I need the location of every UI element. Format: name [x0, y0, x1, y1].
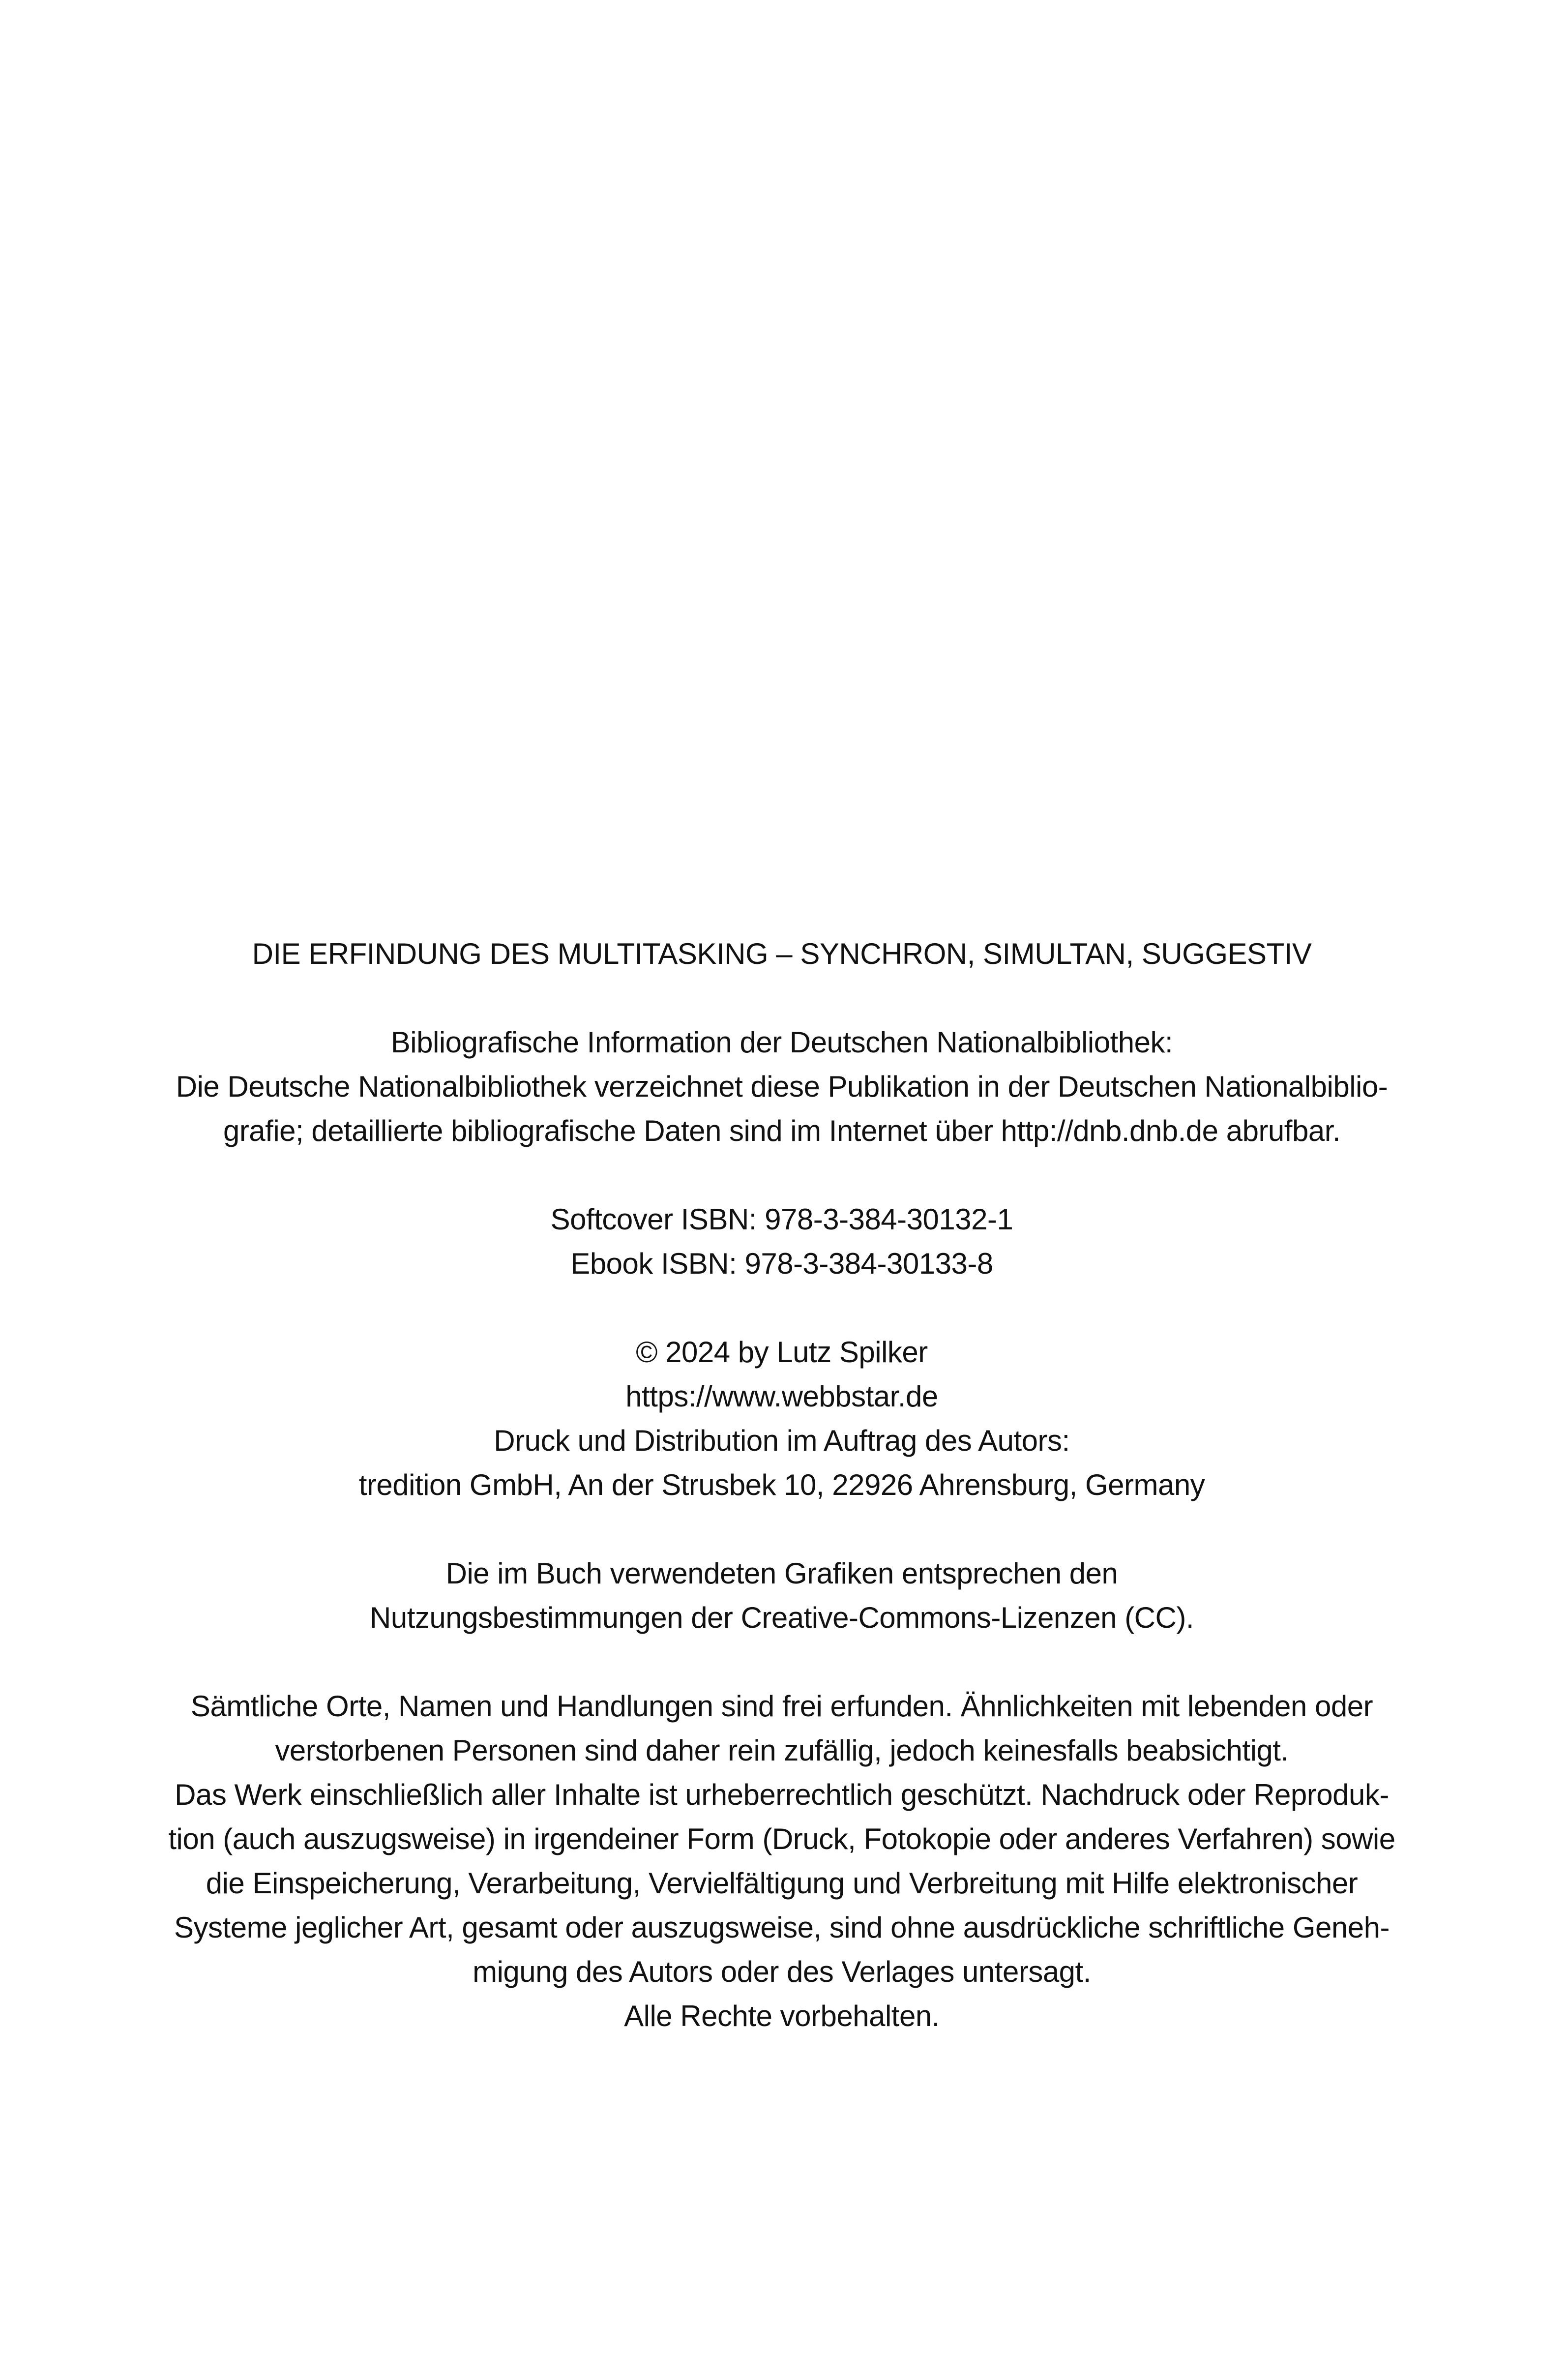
imprint-text-block — [138, 932, 1426, 2038]
isbn-block — [138, 1197, 1426, 1286]
bibliographic-heading: Bibliografische Information der Deutschen Nationalbibliothek: — [390, 1026, 1173, 1059]
legal-line: die Einspeicherung, Verarbeitung, Vervielfältigung und Verbreitung mit Hilfe elektronischer — [206, 1867, 1358, 1900]
author-website: https://www.webbstar.de — [625, 1380, 938, 1413]
publisher-address: tredition GmbH, An der Strusbek 10, 22926 Ahrensburg, Germany — [358, 1468, 1205, 1501]
legal-line: verstorbenen Personen sind daher rein zufällig, jedoch keinesfalls beabsichtigt. — [275, 1734, 1289, 1767]
bibliographic-line: Die Deutsche Nationalbibliothek verzeichnet diese Publikation in der Deutschen Nationalbiblio- — [176, 1070, 1388, 1103]
copyright-block — [138, 1330, 1426, 1507]
softcover-isbn: Softcover ISBN: 978-3-384-30132-1 — [550, 1203, 1013, 1236]
distribution-notice: Druck und Distribution im Auftrag des Autors: — [494, 1424, 1070, 1457]
bibliographic-line: grafie; detaillierte bibliografische Daten sind im Internet über http://dnb.dnb.de abrufbar. — [223, 1114, 1341, 1147]
graphics-notice — [138, 1552, 1426, 1640]
legal-line: Systeme jeglicher Art, gesamt oder auszugsweise, sind ohne ausdrückliche schriftliche Geneh- — [174, 1911, 1390, 1944]
legal-line: migung des Autors oder des Verlages untersagt. — [473, 1955, 1091, 1988]
legal-notice — [138, 1684, 1426, 2038]
legal-line: Das Werk einschließlich aller Inhalte ist urheberrechtlich geschützt. Nachdruck oder Reproduk- — [175, 1778, 1389, 1811]
graphics-notice-line: Nutzungsbestimmungen der Creative-Commons-Lizenzen (CC). — [370, 1601, 1194, 1634]
legal-line: Sämtliche Orte, Namen und Handlungen sind frei erfunden. Ähnlichkeiten mit lebenden oder — [190, 1690, 1373, 1723]
graphics-notice-line: Die im Buch verwendeten Grafiken entsprechen den — [445, 1557, 1118, 1590]
book-title: DIE ERFINDUNG DES MULTITASKING – SYNCHRON, SIMULTAN, SUGGESTIV — [252, 937, 1312, 970]
rights-reserved: Alle Rechte vorbehalten. — [624, 2000, 940, 2032]
legal-line: tion (auch auszugsweise) in irgendeiner Form (Druck, Fotokopie oder anderes Verfahren) sowie — [168, 1822, 1395, 1855]
copyright-notice: © 2024 by Lutz Spilker — [636, 1336, 928, 1369]
bibliographic-information — [138, 1020, 1426, 1153]
ebook-isbn: Ebook ISBN: 978-3-384-30133-8 — [570, 1247, 993, 1280]
